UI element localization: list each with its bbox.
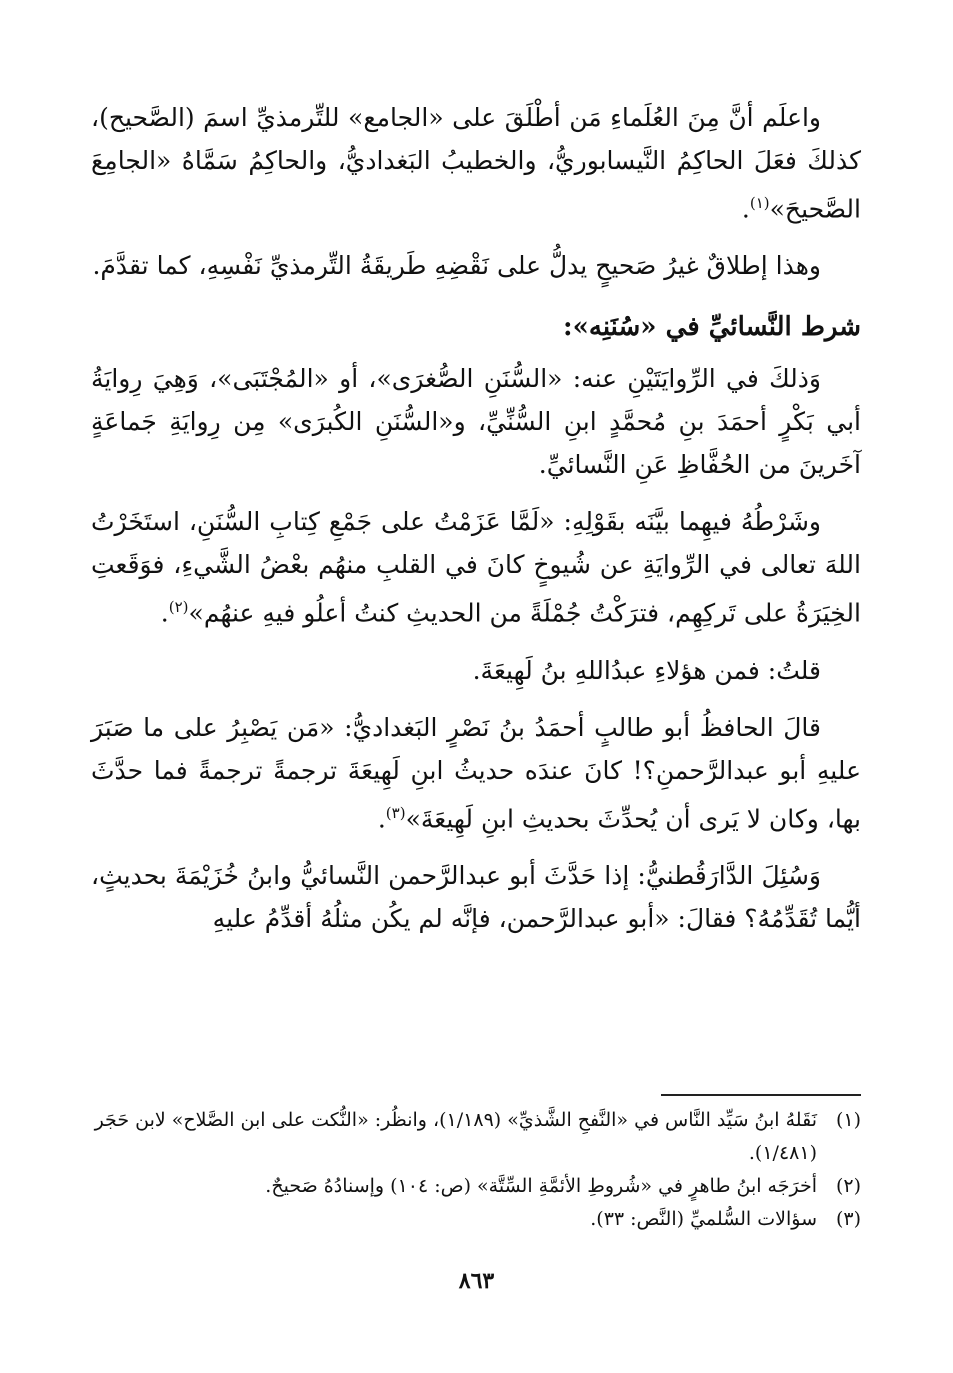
footnote-separator (661, 1094, 861, 1096)
paragraph-abu-talib (91, 706, 861, 840)
footnote-ref-2[interactable]: (٢) (168, 598, 189, 617)
paragraph-end: . (741, 194, 750, 224)
footnote-ref-3[interactable]: (٣) (385, 803, 406, 822)
footnote-item (91, 1170, 861, 1203)
footnote-text: سؤالات السُّلميِّ (النَّص: ٣٣). (590, 1208, 817, 1230)
paragraph-two-narrations: وَذلكَ في الرِّوايَتَيْنِ عنه: «السُّنَنِ الصُّغرَى»، أو «المُجْتَبَى»، وَهِيَ رِوايَةُ أبي بَكْرٍ أحمَدَ بنِ مُحمَّدٍ ابنِ السُّنِّيِّ، و«السُّنَنِ الكُبرَى» مِن رِوايَةِ جَماعَةٍ آخَرينَ من الحُفَّاظِ عَنِ النَّسائيِّ. (91, 364, 861, 480)
footnote-item (91, 1104, 861, 1170)
paragraph-daraqutni: وَسُئِلَ الدَّارَقُطنيُّ: إذا حَدَّثَ أبو عبدالرَّحمن النَّسائيُّ وابنُ خُزَيْمَةَ بحديثٍ، أيُّما تُقَدِّمُهُ؟ فقالَ: «أبو عبدالرَّحمن، فإنَّه لم يكُن مثلُهُ أقدِّمُ عليهِ (91, 860, 861, 933)
paragraph-tirmidhi-sahih (91, 96, 861, 230)
footnote-text: نَقَلهُ ابنُ سَيِّد النَّاس في «النَّفحِ الشَّذيِّ» (١/١٨٩)، وانظُر: «النُّكت على ابن الصَّلاح» لابن حَجَر (١/٤٨١). (94, 1109, 817, 1164)
footnote-item (91, 1203, 861, 1236)
paragraph-text: وشَرْطُهُ فيهِما بيَّنَه بقَوْلِهِ: «لَمَّا عَزَمْتُ على جَمْعِ كِتابِ السُّنَنِ، استَخَرْتُ اللهَ تعالى في الرِّوايَةِ عن شُيوخٍ كانَ في القلبِ منهُم بعْضُ الشَّيءِ، فوَقَعتِ الخِيَرَةُ على تَركِهِم، فترَكْتُ جُمْلَةً من الحديثِ كنتُ أعلُو فيهِ عنهُم» (91, 507, 861, 628)
paragraph-nasai-condition (91, 500, 861, 634)
footnote-number: (١) (835, 1109, 861, 1131)
footnotes (91, 1104, 861, 1236)
paragraph-text: واعلَم أنَّ مِنَ العُلَماءِ مَن أطْلَقَ على «الجامع» للتِّرمذيِّ اسمَ (الصَّحيح)، كذلكَ فعَلَ الحاكِمُ النَّيسابوريُّ، والخطيبُ البَغداديُّ، والحاكِمُ سَمَّاهُ «الجامِعَ الصَّحيحَ» (91, 103, 861, 224)
paragraph-text: قالَ الحافظُ أبو طالبٍ أحمَدُ بنُ نَصْرٍ البَغداديُّ: «مَن يَصْبِرُ على ما صَبَرَ عليهِ أبو عبدالرَّحمنِ؟! كانَ عندَه حديثُ ابنِ لَهِيعَةَ ترجمةً ترجمةً فما حدَّثَ بها، وكان لا يَرى أن يُحدِّثَ بحديثِ ابنِ لَهِيعَةَ» (91, 712, 861, 833)
footnote-ref-1[interactable]: (١) (749, 194, 770, 212)
footnote-number: (٣) (835, 1208, 861, 1230)
paragraph-end: . (377, 803, 386, 833)
footnote-text: أخرَجَه ابنُ طاهرٍ في «شُروطِ الأئمَّةِ السِّتَّة» (ص: ١٠٤) وإسنادُهُ صَحيحٌ. (265, 1175, 817, 1197)
footnote-number: (٢) (835, 1175, 861, 1197)
section-heading: شرط النَّسائيِّ في «سُنَنِه»: (563, 312, 861, 343)
main-text (91, 96, 861, 954)
paragraph-end: . (160, 598, 169, 628)
paragraph-ibn-lahia: قلتُ: فمن هؤلاءِ عبدُاللهِ بنُ لَهِيعَةَ. (472, 655, 821, 685)
page-number: ٨٦٣ (458, 1268, 495, 1294)
paragraph-correction: وهذا إطلاقٌ غيرُ صَحيحٍ يدلُّ على نَقْضِهِ طَريقَةُ التِّرمذيِّ نَفْسِهِ، كما تقدَّمَ. (92, 251, 821, 281)
